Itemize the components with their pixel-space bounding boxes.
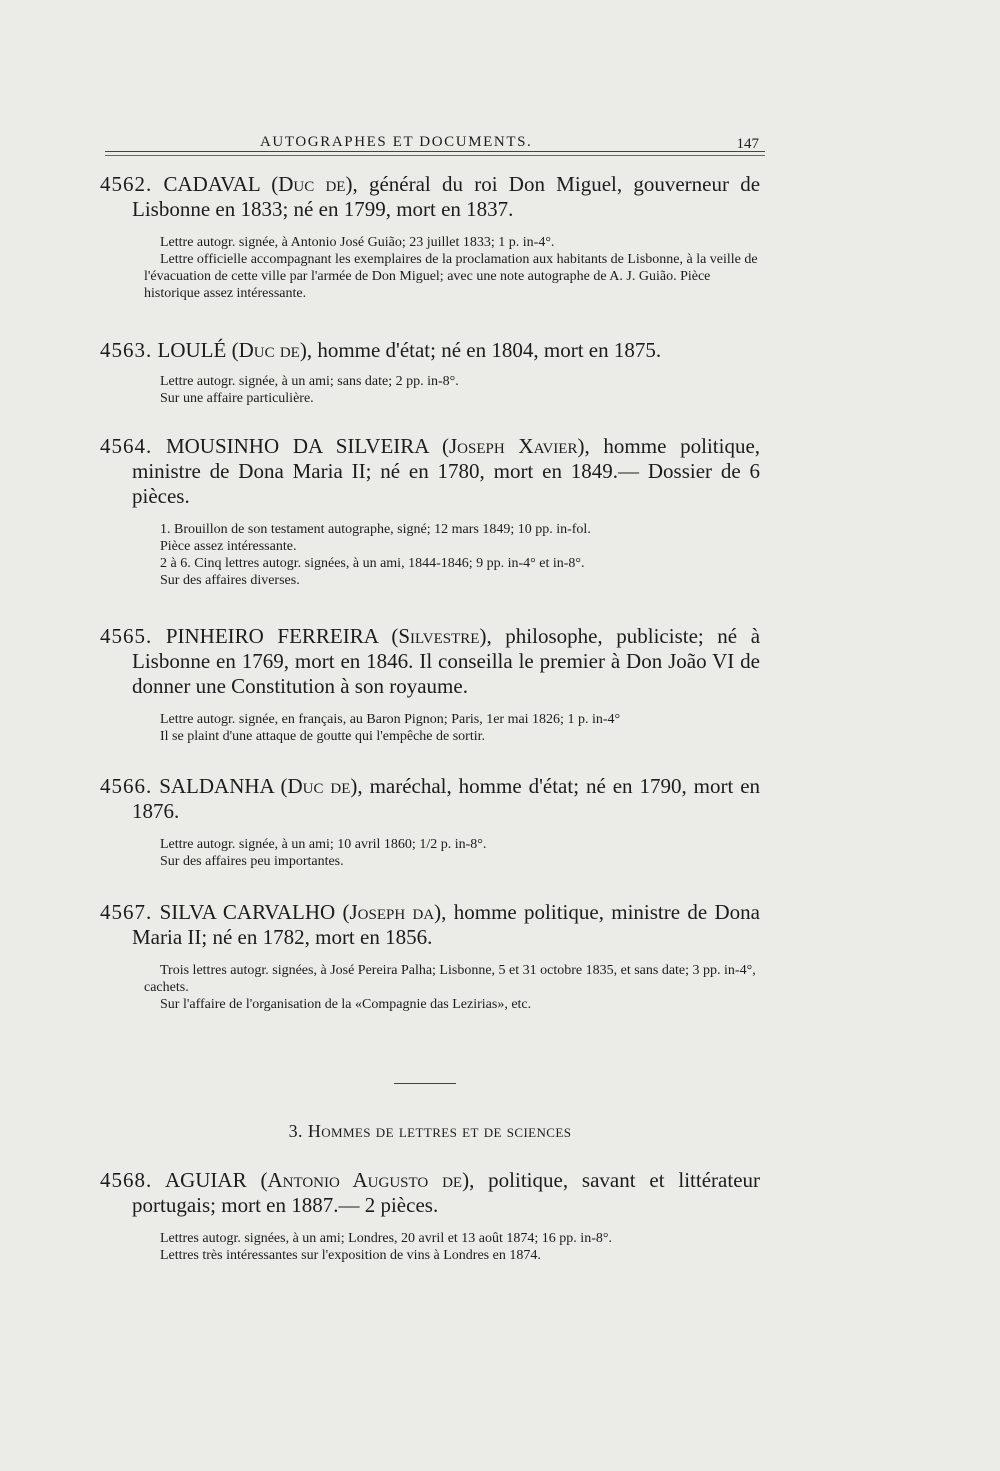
entry-4567 [100, 900, 760, 1013]
entry-note: Il se plaint d'une attaque de goutte qui l'empêche de sortir. [160, 729, 486, 744]
entry-4564 [100, 434, 760, 589]
entry-name: MOUSINHO DA SILVEIRA [165, 434, 429, 458]
entry-note: Lettres autogr. signées, à un ami; Londres, 20 avril et 13 août 1874; 16 pp. in-8°. [160, 1231, 612, 1246]
entry-note: 2 à 6. Cinq lettres autogr. signées, à un ami, 1844-1846; 9 pp. in-4° et in-8°. [160, 556, 585, 571]
entry-description: , homme politique, ministre de Dona Maria II; né en 1780, mort en 1849.— Dossier de 6 pièces. [132, 434, 761, 508]
entry-name: AGUIAR [164, 1168, 247, 1192]
section-divider [394, 1083, 456, 1084]
entry-name: CADAVAL [163, 172, 260, 196]
header-rule [105, 151, 765, 152]
entry-description: , maréchal, homme d'état; né en 1790, mort en 1876. [132, 774, 761, 823]
entry-qualifier: (Joseph Xavier) [442, 434, 585, 458]
entry-number: 4563. [100, 338, 153, 362]
page-number: 147 [736, 136, 759, 152]
entry-note: Trois lettres autogr. signées, à José Pereira Palha; Lisbonne, 5 et 31 octobre 1835, et sans date; 3 pp. in-4°, cachets. [144, 963, 756, 995]
entry-description: , philosophe, publiciste; né à Lisbonne en 1769, mort en 1846. Il conseilla le premier à Don João VI de donner une Constitution à son royaume. [132, 624, 761, 698]
entry-4563 [100, 338, 760, 407]
entry-note: Sur des affaires peu importantes. [160, 854, 344, 869]
entry-note: Pièce assez intéressante. [160, 539, 297, 554]
entry-number: 4567. [100, 900, 153, 924]
entry-description: , homme d'état; né en 1804, mort en 1875. [306, 338, 662, 362]
entry-note: Lettre autogr. signée, en français, au Baron Pignon; Paris, 1er mai 1826; 1 p. in-4° [160, 712, 621, 727]
entry-name: SILVA CARVALHO [159, 900, 336, 924]
entry-heading [100, 338, 760, 363]
entry-heading [100, 624, 760, 699]
entry-note: 1. Brouillon de son testament autographe, signé; 12 mars 1849; 10 pp. in-fol. [160, 522, 591, 537]
entry-number: 4564. [100, 434, 153, 458]
entry-qualifier: (Duc de) [271, 172, 353, 196]
entry-number: 4568. [100, 1168, 153, 1192]
entry-number: 4565. [100, 624, 153, 648]
entry-heading [100, 774, 760, 824]
entry-heading [100, 900, 760, 950]
entry-note: Sur l'affaire de l'organisation de la «Compagnie das Lezirias», etc. [160, 997, 532, 1012]
section-heading: 3. Hommes de lettres et de sciences [288, 1121, 572, 1141]
entry-heading [100, 434, 760, 509]
entry-description: , politique, savant et littérateur portugais; mort en 1887.— 2 pièces. [132, 1168, 761, 1217]
entry-number: 4566. [100, 774, 153, 798]
entry-4568 [100, 1168, 760, 1264]
entry-heading [100, 1168, 760, 1218]
entry-heading [100, 172, 760, 222]
entry-name: SALDANHA [159, 774, 274, 798]
entry-qualifier: (Duc de) [231, 338, 307, 362]
entry-note: Lettre autogr. signée, à un ami; 10 avril 1860; 1/2 p. in-8°. [160, 837, 487, 852]
entry-name: PINHEIRO FERREIRA [165, 624, 378, 648]
entry-note: Lettre autogr. signée, à Antonio José Guião; 23 juillet 1833; 1 p. in-4°. [160, 235, 555, 250]
entry-note: Lettre autogr. signée, à un ami; sans date; 2 pp. in-8°. [160, 374, 459, 389]
entry-qualifier: (Joseph da) [342, 900, 442, 924]
entry-4562 [100, 172, 760, 302]
entry-note: Sur des affaires diverses. [160, 573, 300, 588]
entry-4566 [100, 774, 760, 870]
header-rule-double [105, 155, 765, 156]
entry-note: Sur une affaire particulière. [160, 391, 314, 406]
entry-qualifier: (Antonio Augusto de) [260, 1168, 470, 1192]
entry-note: Lettres très intéressantes sur l'exposition de vins à Londres en 1874. [160, 1248, 541, 1263]
header-title: AUTOGRAPHES ET DOCUMENTS. [260, 134, 533, 150]
entry-name: LOULÉ [157, 338, 227, 362]
entry-description: , général du roi Don Miguel, gouverneur de Lisbonne en 1833; né en 1799, mort en 1837. [132, 172, 761, 221]
entry-qualifier: (Duc de) [280, 774, 358, 798]
entry-note: Lettre officielle accompagnant les exemplaires de la proclamation aux habitants de Lisbonne, à la veille de l'évacuation de cette ville par l'armée de Don Miguel; avec une note autographe de A. J. Guião. Pièce historique assez intéressante. [144, 252, 758, 301]
entry-number: 4562. [100, 172, 153, 196]
entry-description: , homme politique, ministre de Dona Maria II; né en 1782, mort en 1856. [132, 900, 761, 949]
running-header [105, 132, 765, 162]
entry-4565 [100, 624, 760, 745]
entry-qualifier: (Silvestre) [391, 624, 487, 648]
